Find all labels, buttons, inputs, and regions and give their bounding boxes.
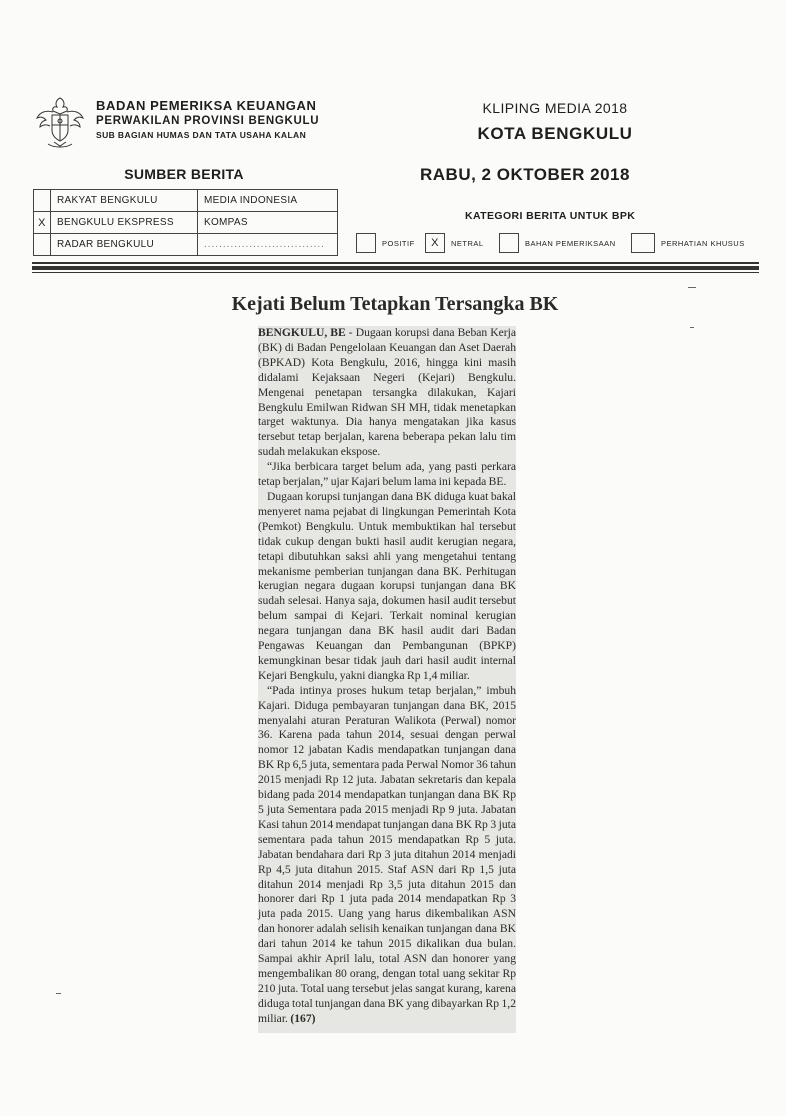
- category-title: KATEGORI BERITA UNTUK BPK: [465, 210, 636, 222]
- source-blank: ................................: [198, 234, 338, 256]
- source-mark: [34, 234, 51, 256]
- article-paragraph: Dugaan korupsi tunjangan dana BK diduga kuat bakal menyeret nama pejabat di lingkungan Pemerintah Kota (Pemkot) Bengkulu. Untuk membuktikan hal tersebut tidak cukup dengan bukti hasil audit kerugian negara, tetapi dibutuhkan saksi ahli yang mengetahui tentang mekanisme pemberian tunjangan dana BK. Perhitugan kerugian negara dugaan korupsi tunjangan dana BK sudah selesai. Hanya saja, dokumen hasil audit tersebut belum sampai di Kejari. Terkait nominal kerugian negara tunjangan dana BK hasil audit dari Badan Pengawas Keuangan dan Pembangunan (BPKP) kemungkinan besar tidak jauh dari hasil audit internal Kejari Bengkulu, yakni diangka Rp 1,4 miliar.: [258, 489, 516, 682]
- article-headline: Kejati Belum Tetapkan Tersangka BK: [231, 293, 559, 315]
- source-name: RAKYAT BENGKULU: [51, 190, 198, 212]
- scan-mark: [690, 327, 694, 328]
- source-name: BENGKULU EKSPRESS: [51, 212, 198, 234]
- article-code: (167): [290, 1011, 316, 1025]
- category-checkbox: [499, 233, 519, 253]
- publication-date: RABU, 2 OKTOBER 2018: [420, 165, 630, 184]
- article-paragraph: [258, 326, 516, 460]
- header-divider: [32, 266, 759, 270]
- category-label: PERHATIAN KHUSUS: [661, 238, 745, 248]
- article-paragraph: “Jika berbicara target belum ada, yang pasti perkara tetap berjalan,” ujar Kajari belum lama ini kepada BE.: [258, 460, 516, 489]
- source-row: [34, 234, 338, 256]
- category-checkbox: X: [425, 233, 445, 253]
- kliping-title: KLIPING MEDIA 2018: [482, 100, 628, 116]
- category-label: NETRAL: [451, 238, 484, 248]
- city-title: KOTA BENGKULU: [477, 124, 633, 143]
- org-name: BADAN PEMERIKSA KEUANGAN: [96, 98, 317, 113]
- bpk-garuda-logo-icon: [34, 94, 86, 152]
- source-name: RADAR BENGKULU: [51, 234, 198, 256]
- header-divider: [32, 272, 759, 273]
- news-source-table: [33, 189, 338, 256]
- org-branch: PERWAKILAN PROVINSI BENGKULU: [96, 115, 320, 127]
- article-dateline: BENGKULU, BE: [258, 326, 346, 339]
- article-clipping: [258, 326, 516, 1033]
- category-checkbox: [356, 233, 376, 253]
- source-row: [34, 212, 338, 234]
- category-label: POSITIF: [382, 238, 415, 248]
- scan-mark: [56, 993, 61, 994]
- article-text: “Pada intinya proses hukum tetap berjalan,” imbuh Kajari. Diduga pembayaran tunjangan dana BK, 2015 menyalahi aturan Peraturan Walikota (Perwal) nomor 36. Karena pada tahun 2014, sesuai dengan perwal nomor 12 jabatan Kadis mendapatkan tunjangan dana BK Rp 6,5 juta, sementara pada Perwal Nomor 36 tahun 2015 menjadi Rp 12 juta. Jabatan sekretaris dan kepala bidang pada 2014 mendapatkan tunjangan dana BK Rp 5 juta Sementara pada 2015 menjadi Rp 9 juta. Jabatan Kasi tahun 2014 mendapat tunjangan dana BK Rp 3 juta sementara pada tahun 2015 mendapatkan Rp 5 juta. Jabatan bendahara dari Rp 3 juta ditahun 2014 menjadi Rp 4,5 juta ditahun 2015. Staf ASN dari Rp 1,5 juta ditahun 2014 menjadi Rp 3,5 juta ditahun 2015 dan honorer dari Rp 1 juta pada 2014 mendapatkan Rp 3 juta pada 2015. Uang yang harus dikembalikan ASN dan honorer adalah selisih kenaikan tunjangan dana BK dari tahun 2014 ke tahun 2015 dikalikan dua bulan. Sampai akhir April lalu, total ASN dan honorer yang mengembalikan 80 orang, dengan total uang sekitar Rp 210 juta. Total uang tersebut jelas sangat kurang, karena diduga total tunjangan dana BK yang dibayarkan Rp 1,2 miliar.: [258, 683, 516, 1025]
- category-netral: [425, 233, 484, 253]
- category-perhatian-khusus: [631, 233, 745, 253]
- header-divider: [32, 262, 759, 264]
- source-name: MEDIA INDONESIA: [198, 190, 338, 212]
- source-title: SUMBER BERITA: [124, 166, 244, 182]
- category-label: BAHAN PEMERIKSAAN: [525, 238, 616, 248]
- article-text: - Dugaan korupsi dana Beban Kerja (BK) di Badan Pengelolaan Keuangan dan Aset Daerah (BPKAD) Kota Bengkulu, 2016, hingga kini masih didalami Kejaksaan Negeri (Kejari) Bengkulu. Mengenai penetapan tersangka dilakukan, Kajari Bengkulu Emilwan Ridwan SH MH, tidak menetapkan target waktunya. Dia hanya mengatakan jika kasus tersebut tetap berjalan, karena beberapa pekan lalu tim sudah melakukan ekspose.: [258, 326, 516, 459]
- category-bahan-pemeriksaan: [499, 233, 616, 253]
- scan-mark: [688, 287, 696, 288]
- source-mark: [34, 190, 51, 212]
- org-unit: SUB BAGIAN HUMAS DAN TATA USAHA KALAN: [96, 130, 307, 140]
- category-positif: [356, 233, 415, 253]
- source-mark: X: [34, 212, 51, 234]
- category-checkbox: [631, 233, 655, 253]
- source-name: KOMPAS: [198, 212, 338, 234]
- article-paragraph: [258, 684, 516, 1027]
- organization-block: [96, 98, 356, 142]
- source-row: [34, 190, 338, 212]
